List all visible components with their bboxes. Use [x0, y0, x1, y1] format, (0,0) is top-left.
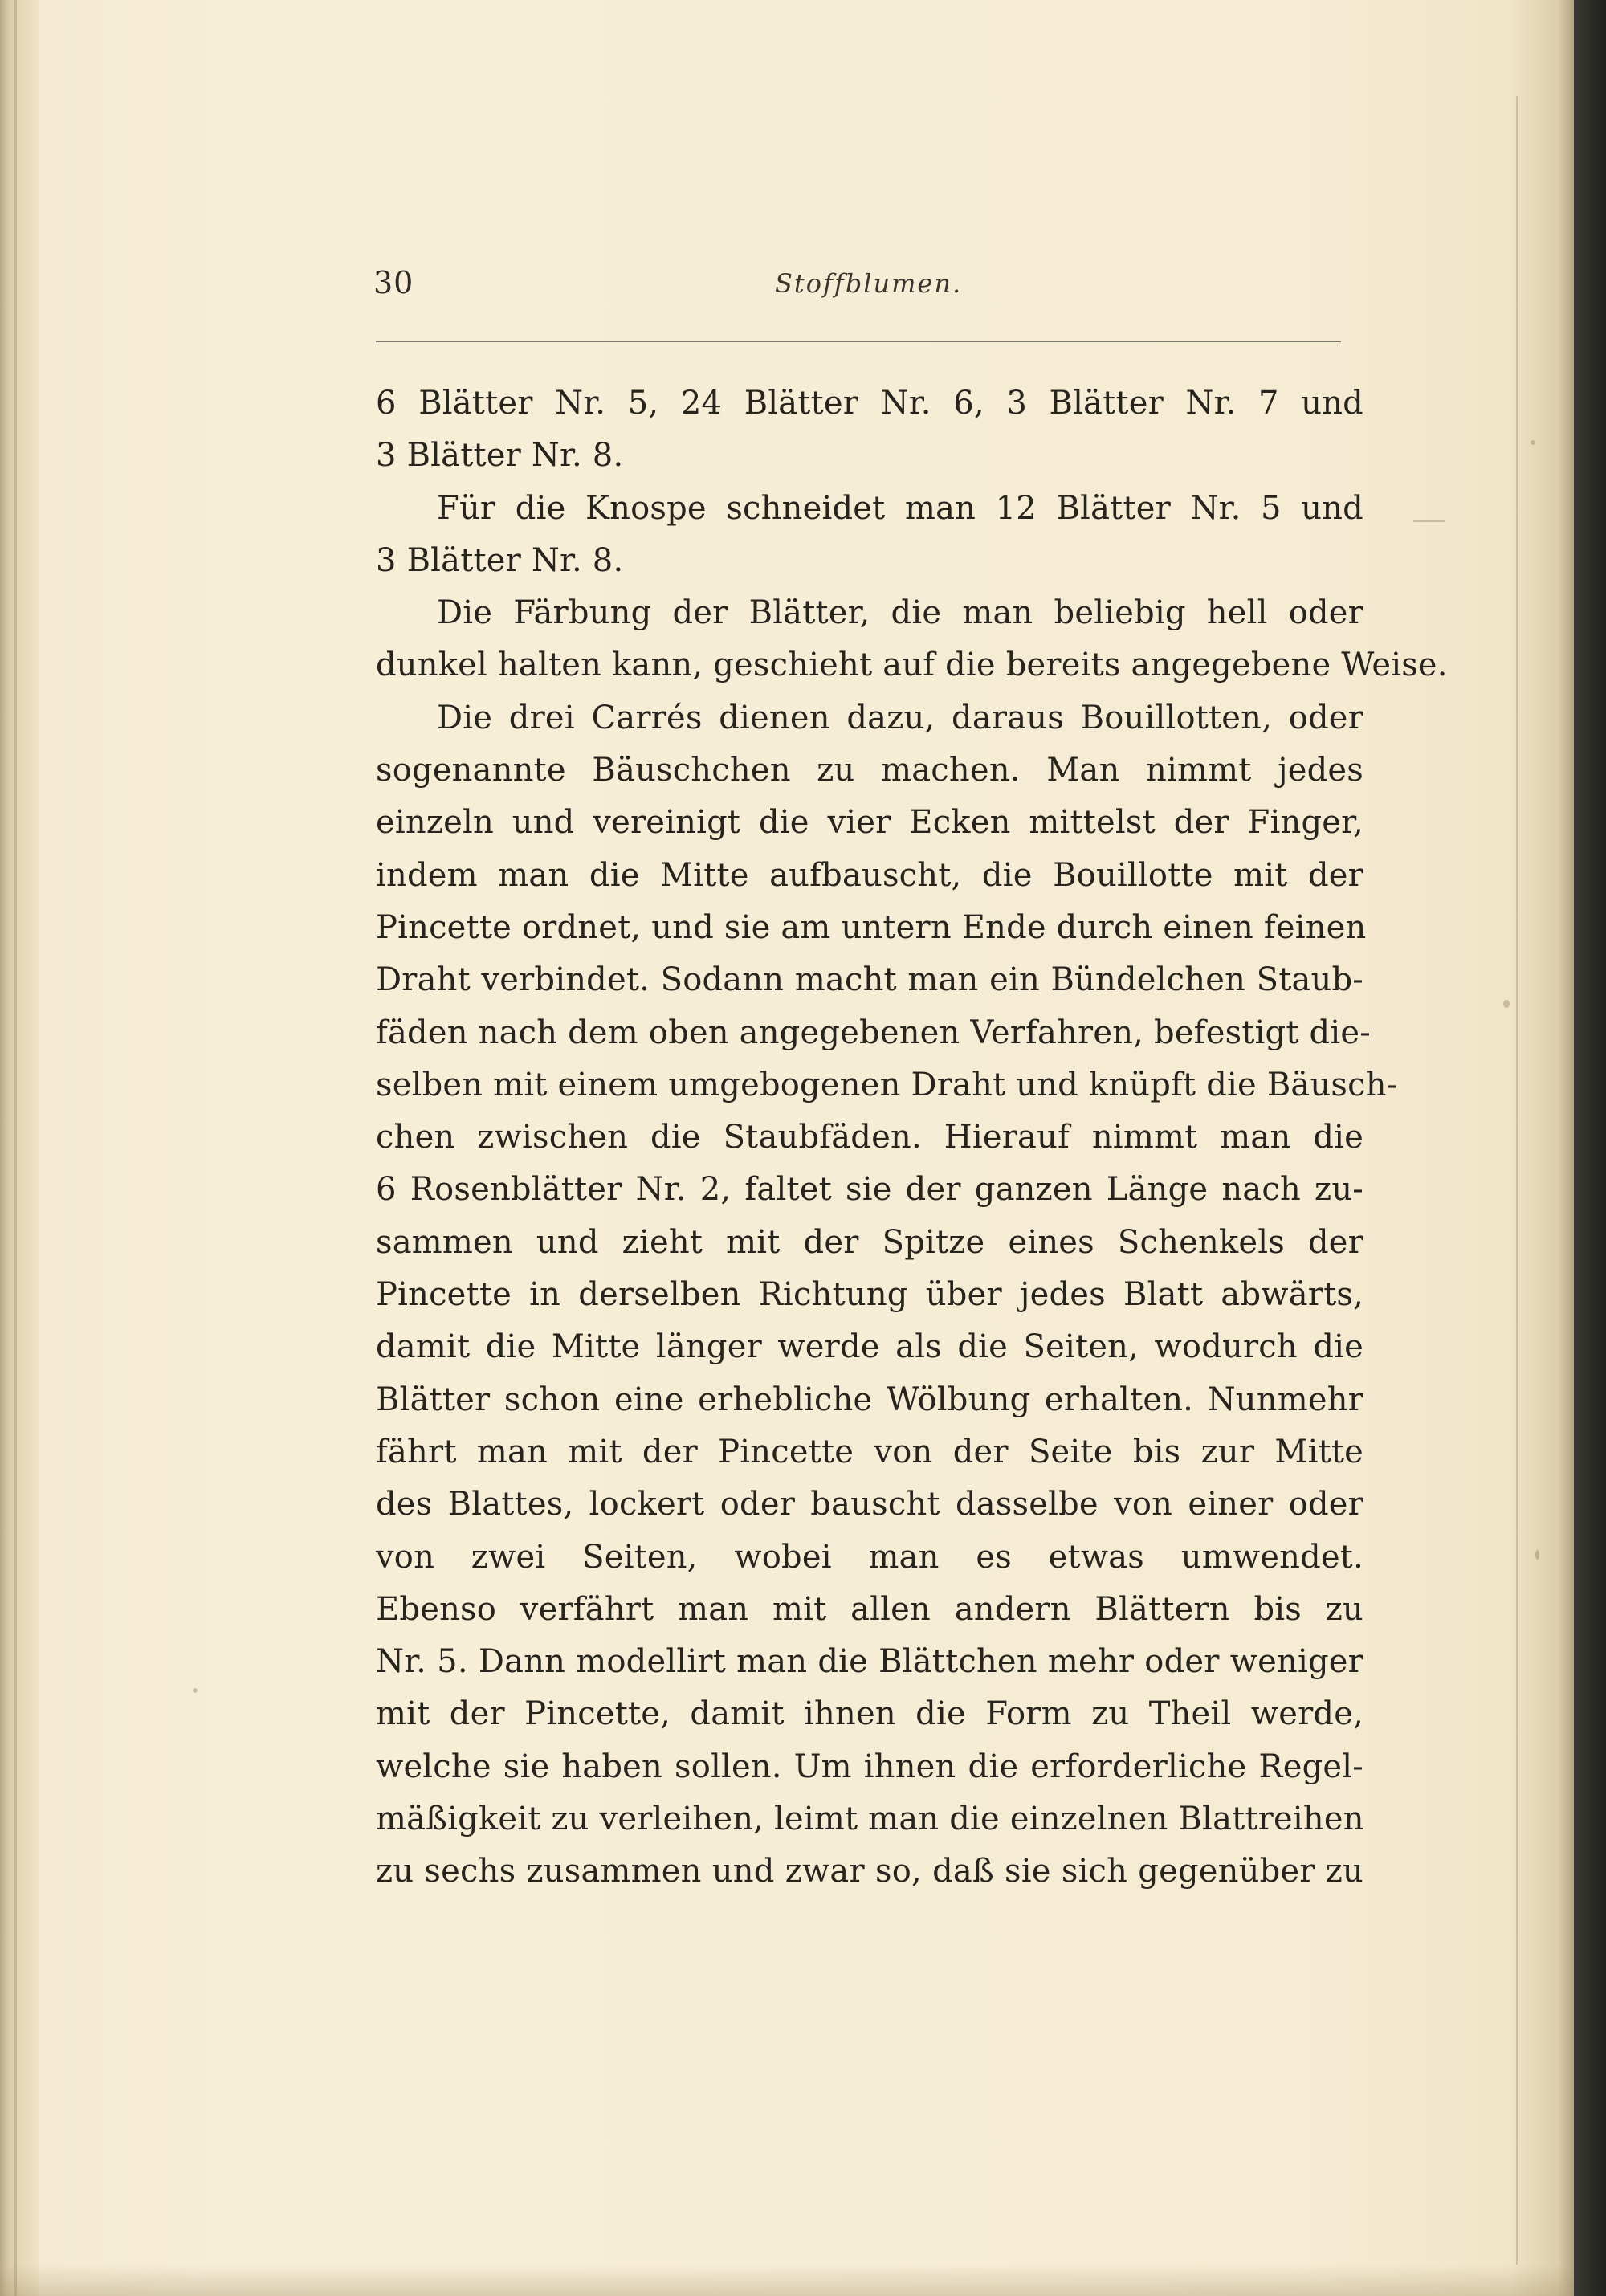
running-head [373, 265, 1341, 313]
text-line: 3 Blätter Nr. 8. [376, 437, 624, 475]
page-right-edge [1510, 0, 1574, 2296]
text-line: Draht verbindet. Sodann macht man ein Bündelchen Staub- [376, 961, 1363, 999]
scan-background-strip [1574, 0, 1606, 2296]
page-bottom-shadow [0, 2265, 1574, 2296]
text-line: chen zwischen die Staubfäden. Hierauf nimmt man die [376, 1119, 1363, 1156]
text-line: mit der Pincette, damit ihnen die Form zu Theil werde, [376, 1695, 1363, 1733]
text-line: des Blattes, lockert oder bauscht dasselbe von einer oder [376, 1486, 1363, 1523]
header-rule [376, 341, 1341, 342]
text-line: 6 Blätter Nr. 5, 24 Blätter Nr. 6, 3 Blätter Nr. 7 und [376, 385, 1363, 422]
page-number: 30 [373, 265, 414, 300]
text-line: fährt man mit der Pincette von der Seite bis zur Mitte [376, 1433, 1363, 1470]
body-text [376, 377, 1448, 1898]
text-line: sammen und zieht mit der Spitze eines Schenkels der [376, 1223, 1363, 1261]
paper-speck [193, 1688, 198, 1693]
paper-speck [1531, 440, 1535, 445]
text-line: von zwei Seiten, wobei man es etwas umwendet. [376, 1538, 1363, 1576]
running-title: Stoffblumen. [775, 268, 963, 299]
page-left-edge [0, 0, 39, 2296]
paper-speck [1535, 1550, 1539, 1560]
text-line: einzeln und vereinigt die vier Ecken mittelst der Finger, [376, 804, 1363, 842]
page-fold-line [1516, 96, 1518, 2265]
text-line: Nr. 5. Dann modellirt man die Blättchen mehr oder weniger [376, 1643, 1363, 1681]
text-line: Die Färbung der Blätter, die man beliebig hell oder [437, 594, 1363, 632]
text-line: 3 Blätter Nr. 8. [376, 541, 624, 579]
text-line: Die drei Carrés dienen dazu, daraus Bouillotten, oder [437, 699, 1363, 736]
text-line: welche sie haben sollen. Um ihnen die erforderliche Regel- [376, 1747, 1363, 1785]
text-line: selben mit einem umgebogenen Draht und knüpft die Bäusch- [376, 1066, 1398, 1103]
text-line: damit die Mitte länger werde als die Seiten, wodurch die [376, 1328, 1363, 1366]
text-line: zu sechs zusammen und zwar so, daß sie sich gegenüber zu [376, 1853, 1363, 1890]
text-line: Ebenso verfährt man mit allen andern Blättern bis zu [376, 1590, 1363, 1628]
text-line: indem man die Mitte aufbauscht, die Bouillotte mit der [376, 856, 1363, 894]
text-line: dunkel halten kann, geschieht auf die bereits angegebene Weise. [376, 646, 1448, 684]
text-line: sogenannte Bäuschchen zu machen. Man nimmt jedes [376, 752, 1363, 789]
text-line: 6 Rosenblätter Nr. 2, faltet sie der ganzen Länge nach zu- [376, 1171, 1363, 1209]
text-line: Für die Knospe schneidet man 12 Blätter Nr. 5 und [437, 489, 1363, 527]
paper-speck [1503, 1000, 1510, 1008]
text-line: Blätter schon eine erhebliche Wölbung erhalten. Nunmehr [376, 1380, 1363, 1418]
paper-speck [1413, 520, 1445, 522]
text-line: mäßigkeit zu verleihen, leimt man die einzelnen Blattreihen [376, 1801, 1364, 1838]
text-line: fäden nach dem oben angegebenen Verfahren, befestigt die- [376, 1013, 1371, 1051]
text-line: Pincette in derselben Richtung über jedes Blatt abwärts, [376, 1276, 1363, 1314]
text-line: Pincette ordnet, und sie am untern Ende durch einen feinen [376, 908, 1367, 946]
